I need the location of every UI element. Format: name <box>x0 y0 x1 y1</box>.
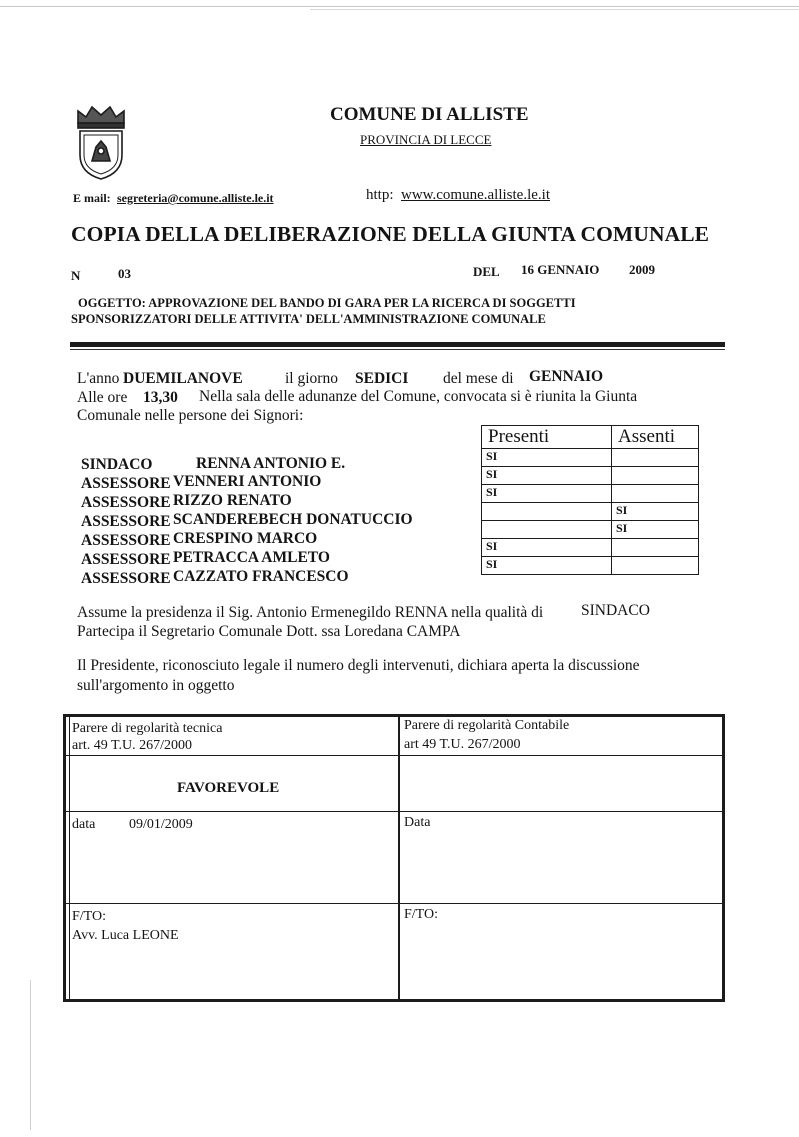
meeting-text-cont: Comunale nelle persone dei Signori: <box>77 407 304 424</box>
table-divider <box>398 717 400 999</box>
table-divider <box>66 811 722 812</box>
presidency-role: SINDACO <box>581 602 650 619</box>
member-role: ASSESSORE <box>81 532 171 549</box>
member-name: CRESPINO MARCO <box>173 530 318 547</box>
attendance-row <box>482 521 699 539</box>
website-label: http: <box>366 187 394 203</box>
separator-rule <box>70 349 725 350</box>
assenti-cell <box>612 485 699 503</box>
day-label: il giorno <box>285 370 338 387</box>
deliberation-number: 03 <box>118 266 131 281</box>
date-year: 2009 <box>629 262 655 277</box>
presenti-cell <box>482 521 612 539</box>
month-value: GENNAIO <box>529 368 604 385</box>
year-label: L'anno <box>77 370 120 387</box>
member-role: SINDACO <box>81 456 153 473</box>
technical-opinion-article: art. 49 T.U. 267/2000 <box>72 738 193 753</box>
member-name: SCANDEREBECH DONATUCCIO <box>173 511 413 528</box>
document-title: COPIA DELLA DELIBERAZIONE DELLA GIUNTA COMUNALE <box>71 222 710 246</box>
member-role: ASSESSORE <box>81 475 171 492</box>
time-value: 13,30 <box>143 389 178 406</box>
header-presenti: Presenti <box>482 426 612 449</box>
accounting-opinion-article: art 49 T.U. 267/2000 <box>404 737 521 752</box>
member-name: RENNA ANTONIO E. <box>196 455 346 472</box>
attendance-row <box>482 449 699 467</box>
municipality-name: COMUNE DI ALLISTE <box>330 104 529 125</box>
presenti-cell: SI <box>482 539 612 557</box>
secretary-text: Partecipa il Segretario Comunale Dott. ssa Loredana CAMPA <box>77 623 461 640</box>
time-label: Alle ore <box>77 389 128 406</box>
presenti-cell: SI <box>482 557 612 575</box>
quorum-text-cont: sull'argomento in oggetto <box>77 677 235 694</box>
technical-opinion-result: FAVOREVOLE <box>177 780 280 796</box>
member-role: ASSESSORE <box>81 551 171 568</box>
technical-fto-label: F/TO: <box>72 909 106 924</box>
table-divider <box>66 903 722 904</box>
member-role: ASSESSORE <box>81 513 171 530</box>
presidency-text: Assume la presidenza il Sig. Antonio Ermenegildo RENNA nella qualità di <box>77 604 544 621</box>
email-link[interactable]: segreteria@comune.alliste.le.it <box>117 191 274 205</box>
website-link[interactable]: www.comune.alliste.le.it <box>401 187 550 203</box>
assenti-cell: SI <box>612 521 699 539</box>
email-label: E mail: <box>73 191 111 205</box>
presenti-cell: SI <box>482 449 612 467</box>
scan-edge-line <box>30 980 31 1130</box>
number-label: N <box>71 268 81 283</box>
accounting-opinion-title: Parere di regolarità Contabile <box>404 718 570 733</box>
province-name: PROVINCIA DI LECCE <box>360 132 492 147</box>
header-assenti: Assenti <box>612 426 699 449</box>
attendance-row <box>482 503 699 521</box>
scan-edge-line <box>310 9 799 10</box>
assenti-cell <box>612 467 699 485</box>
table-divider <box>66 755 722 756</box>
member-name: PETRACCA AMLETO <box>173 549 330 566</box>
subject-line-1: OGGETTO: APPROVAZIONE DEL BANDO DI GARA PER LA RICERCA DI SOGGETTI <box>78 296 576 310</box>
separator-rule <box>70 342 725 347</box>
accounting-date-label: Data <box>404 815 431 830</box>
attendance-row <box>482 557 699 575</box>
scan-edge-line <box>0 6 799 7</box>
attendance-row <box>482 539 699 557</box>
member-name: RIZZO RENATO <box>173 492 292 509</box>
attendance-header-row <box>482 426 699 449</box>
presenti-cell: SI <box>482 485 612 503</box>
presenti-cell: SI <box>482 467 612 485</box>
member-name: VENNERI ANTONIO <box>173 473 322 490</box>
attendance-row <box>482 485 699 503</box>
assenti-cell <box>612 539 699 557</box>
year-value: DUEMILANOVE <box>123 370 243 387</box>
subject-line-2: SPONSORIZZATORI DELLE ATTIVITA' DELL'AMMINISTRAZIONE COMUNALE <box>71 312 546 326</box>
member-role: ASSESSORE <box>81 494 171 511</box>
technical-date-label: data <box>72 817 96 832</box>
assenti-cell <box>612 557 699 575</box>
technical-date-value: 09/01/2009 <box>129 817 193 832</box>
technical-signer: Avv. Luca LEONE <box>72 928 179 943</box>
presenti-cell <box>482 503 612 521</box>
attendance-row <box>482 467 699 485</box>
meeting-text: Nella sala delle adunanze del Comune, convocata si è riunita la Giunta <box>199 388 638 405</box>
technical-opinion-title: Parere di regolarità tecnica <box>72 721 223 736</box>
day-value: SEDICI <box>355 370 409 387</box>
table-border <box>69 717 70 999</box>
opinions-table <box>63 714 725 1002</box>
attendance-table <box>481 425 699 575</box>
date-day-month: 16 GENNAIO <box>521 262 600 277</box>
quorum-text: Il Presidente, riconosciuto legale il numero degli intervenuti, dichiara aperta la discussione <box>77 657 640 674</box>
accounting-fto-label: F/TO: <box>404 907 438 922</box>
member-role: ASSESSORE <box>81 570 171 587</box>
coat-of-arms-icon <box>72 103 130 181</box>
month-label: del mese di <box>443 370 514 387</box>
assenti-cell: SI <box>612 503 699 521</box>
assenti-cell <box>612 449 699 467</box>
date-label: DEL <box>473 264 500 279</box>
member-name: CAZZATO FRANCESCO <box>173 568 349 585</box>
